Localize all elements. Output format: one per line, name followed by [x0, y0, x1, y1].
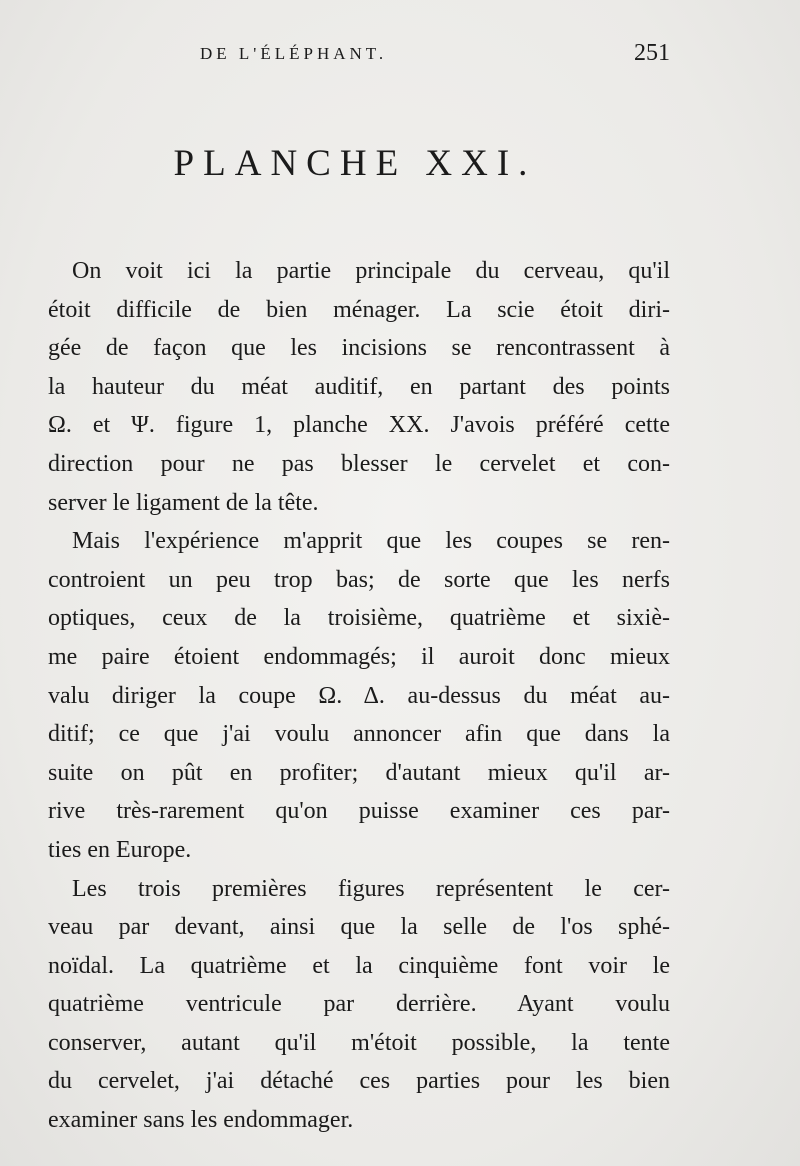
text-line: suite on pût en profiter; d'autant mieux qu'il ar-	[48, 759, 670, 786]
text-line: Mais l'expérience m'apprit que les coupes se ren-	[72, 528, 670, 555]
text-line: server le ligament de la tête.	[48, 489, 319, 516]
text-line: Les trois premières figures représentent le cer-	[72, 875, 670, 902]
text-line: rive très-rarement qu'on puisse examiner ces par-	[48, 798, 670, 825]
text-line: optiques, ceux de la troisième, quatrième et sixiè-	[48, 605, 670, 632]
text-line: direction pour ne pas blesser le cervelet et con-	[48, 450, 670, 477]
text-line: ties en Europe.	[48, 836, 192, 863]
text-line: controient un peu trop bas; de sorte que les nerfs	[48, 566, 670, 593]
running-head: DE L'ÉLÉPHANT.	[200, 44, 388, 63]
paragraph-1	[48, 252, 670, 522]
text-line: ditif; ce que j'ai voulu annoncer afin que dans la	[48, 721, 670, 748]
text-line: conserver, autant qu'il m'étoit possible, la tente	[48, 1029, 670, 1056]
page-header	[200, 40, 670, 74]
text-line: noïdal. La quatrième et la cinquième font voir le	[48, 952, 670, 979]
paragraph-2	[48, 522, 670, 869]
text-line: examiner sans les endommager.	[48, 1107, 354, 1134]
text-line: gée de façon que les incisions se rencontrassent à	[48, 335, 670, 362]
text-line: la hauteur du méat auditif, en partant des points	[48, 373, 670, 400]
body-text	[48, 252, 670, 1140]
text-line: On voit ici la partie principale du cerveau, qu'il	[72, 258, 670, 284]
plate-title: PLANCHE XXI.	[173, 143, 537, 184]
text-line: valu diriger la coupe Ω. Δ. au-dessus du méat au-	[48, 682, 670, 709]
text-line: veau par devant, ainsi que la selle de l'os sphé-	[48, 914, 670, 941]
text-line: quatrième ventricule par derrière. Ayant voulu	[48, 991, 670, 1018]
text-line: me paire étoient endommagés; il auroit donc mieux	[48, 643, 670, 670]
text-line: étoit difficile de bien ménager. La scie étoit diri-	[48, 296, 670, 323]
page-number: 251	[634, 40, 670, 66]
paragraph-3	[48, 870, 670, 1140]
text-line: Ω. et Ψ. figure 1, planche XX. J'avois préféré cette	[48, 412, 670, 439]
text-line: du cervelet, j'ai détaché ces parties pour les bien	[48, 1068, 670, 1095]
